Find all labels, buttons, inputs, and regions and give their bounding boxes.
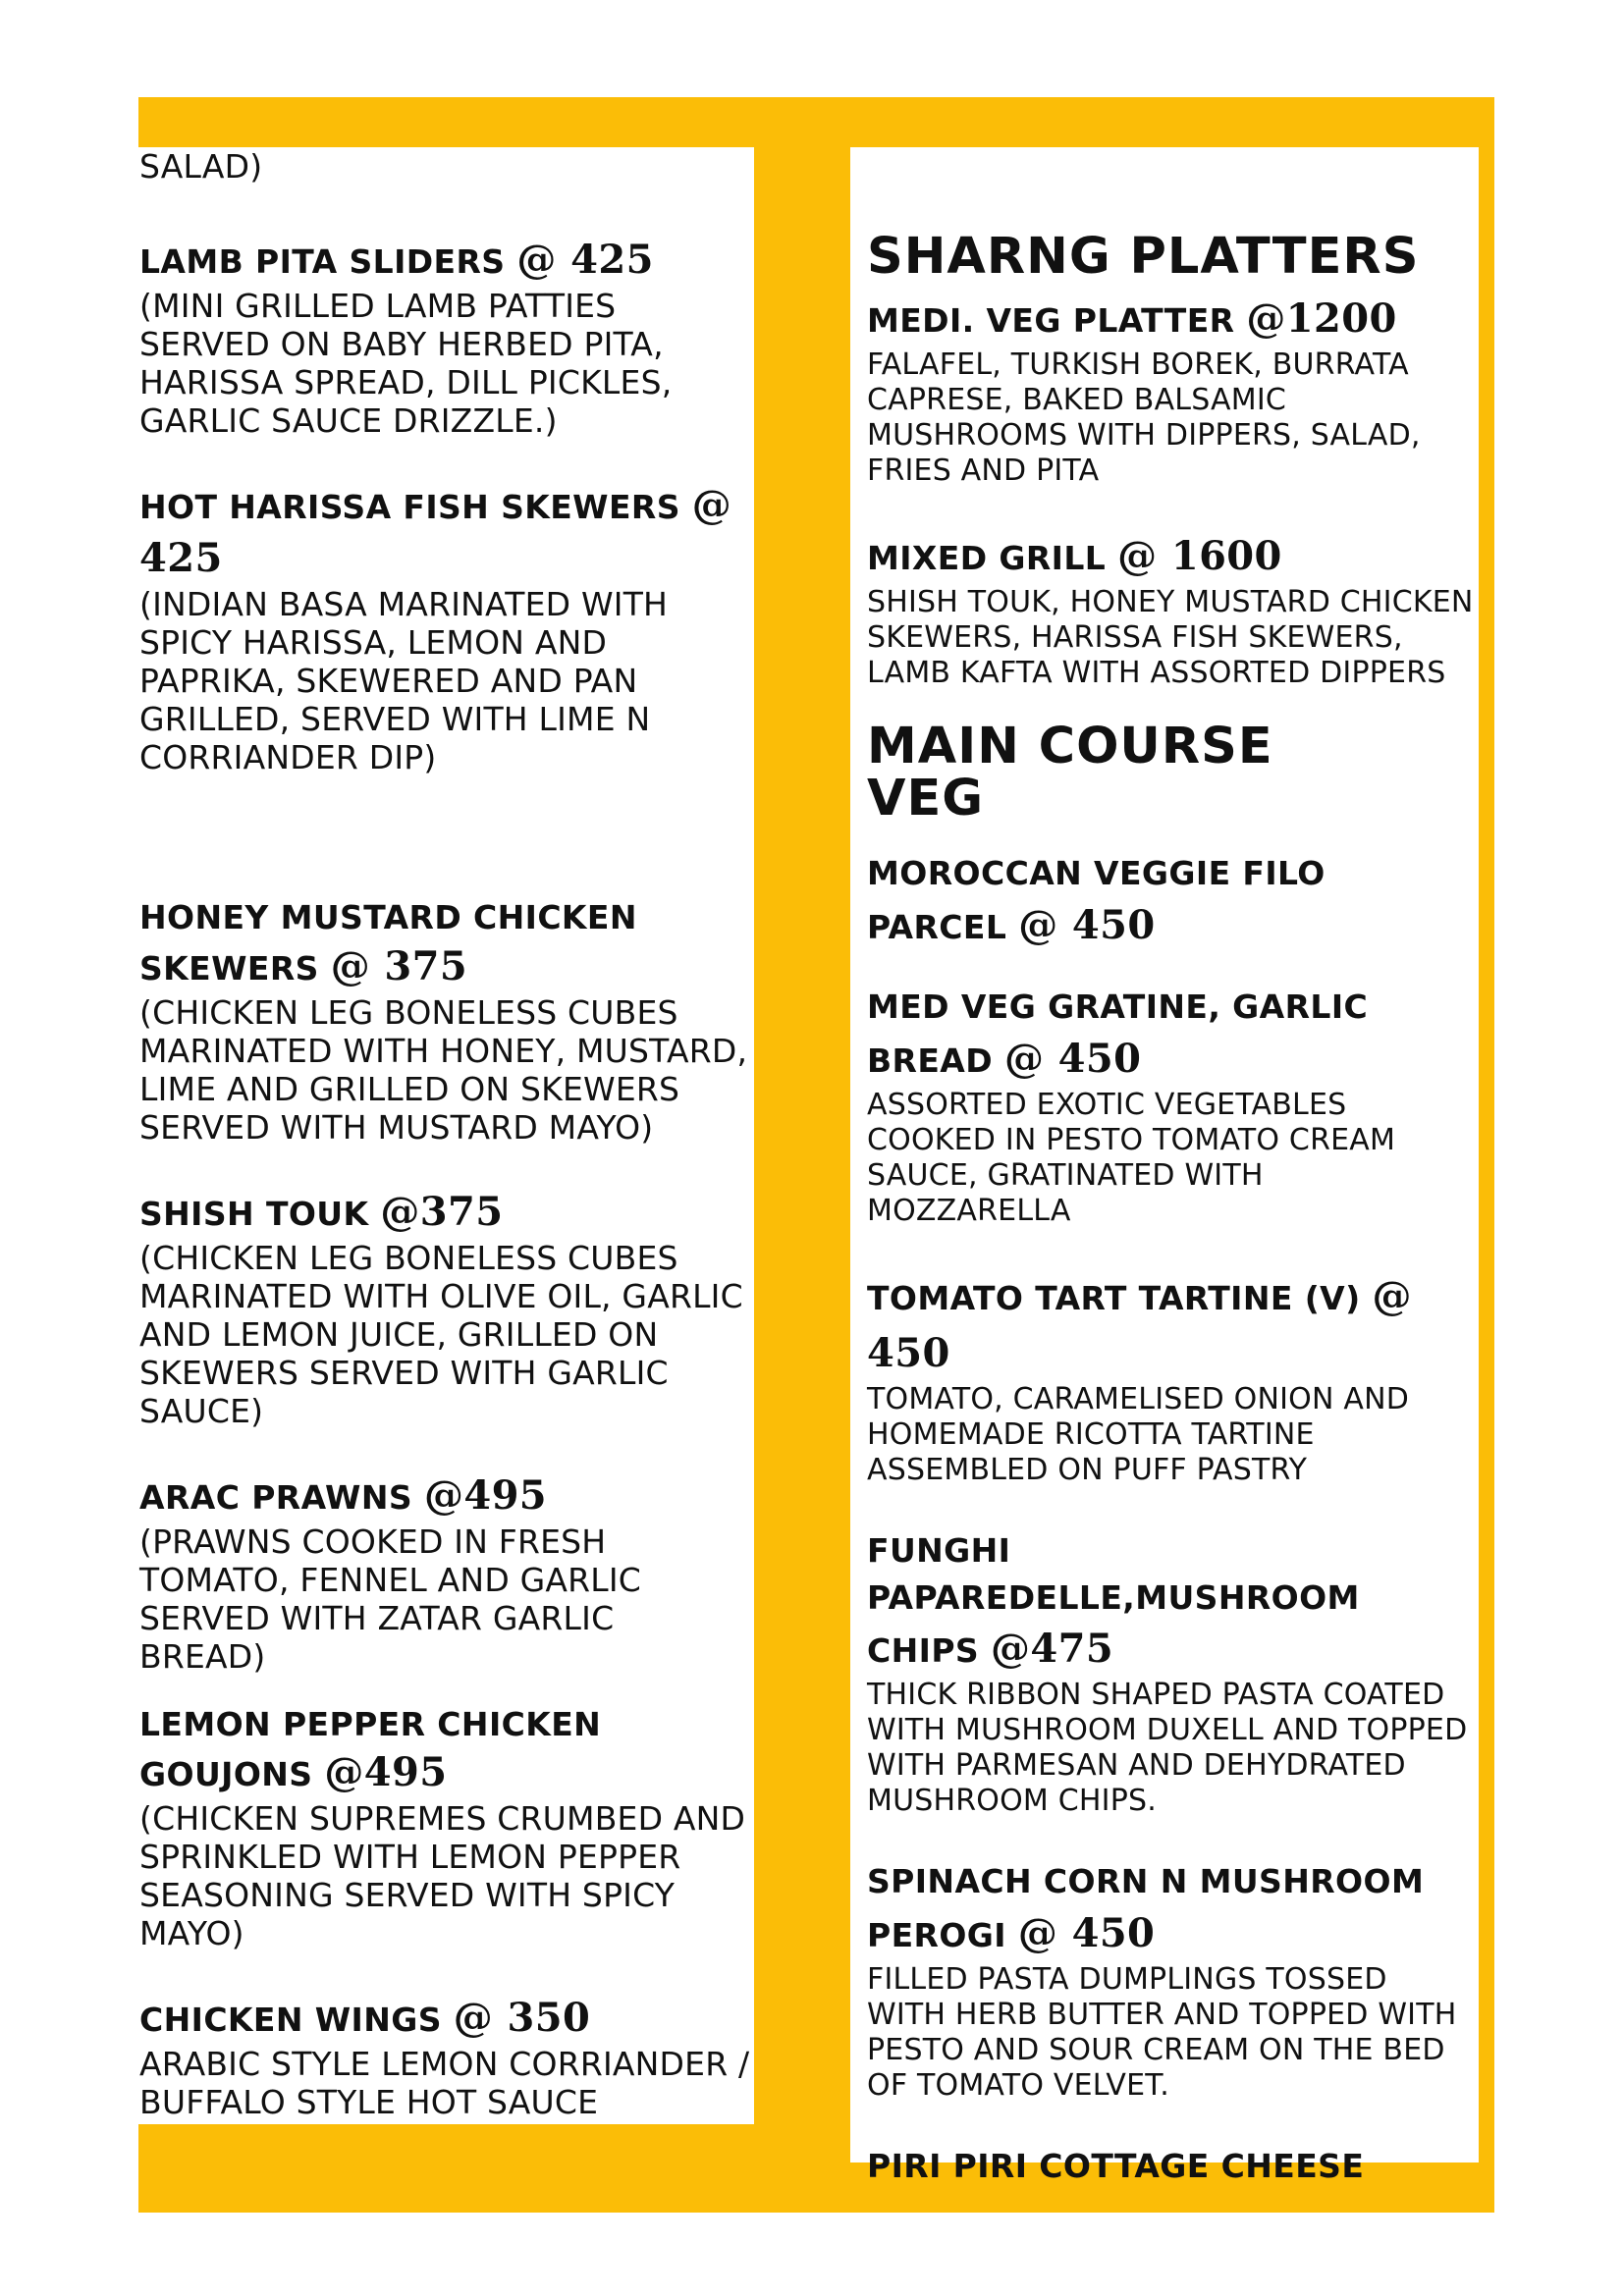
item-title: SPINACH CORN N MUSHROOM PEROGI [867, 1862, 1425, 1955]
item-title: LAMB PITA SLIDERS [139, 242, 506, 281]
section-heading-main-course-veg [867, 718, 1475, 828]
item-price: @495 [423, 1471, 548, 1519]
item-description: TOMATO, CARAMELISED ONION AND HOMEMADE RICOTTA TARTINE ASSEMBLED ON PUFF PASTRY [867, 1381, 1410, 1487]
menu-item-honey-mustard-chicken-skewers [139, 896, 754, 1147]
right-menu-column [850, 147, 1479, 2186]
menu-item-med-veg-gratine [867, 984, 1475, 1229]
item-price: @ 450 [1017, 1910, 1156, 1957]
item-title: HONEY MUSTARD CHICKEN SKEWERS [139, 898, 637, 988]
item-title: SHISH TOUK [139, 1194, 369, 1233]
item-price: @ 425 [516, 237, 654, 283]
item-price: @475 [990, 1626, 1114, 1673]
item-price: @ 350 [453, 1995, 591, 2042]
item-description: (MINI GRILLED LAMB PATTIES SERVED ON BABY HERBED PITA, HARISSA SPREAD, DILL PICKLES, GARLIC SAUCE DRIZZLE.) [139, 287, 673, 440]
item-title: HOT HARISSA FISH SKEWERS [139, 488, 680, 526]
item-price: @ 425 [139, 482, 732, 581]
menu-item-moroccan-veggie-filo-parcel [867, 850, 1475, 954]
item-description: FILLED PASTA DUMPLINGS TOSSED WITH HERB BUTTER AND TOPPED WITH PESTO AND SOUR CREAM ON THE BED OF TOMATO VELVET. [867, 1962, 1457, 2104]
item-title: MIXED GRILL [867, 539, 1107, 577]
menu-item-shish-touk [139, 1186, 754, 1430]
menu-item-arac-prawns [139, 1469, 754, 1676]
section-heading-sharing-platters: SHARNG PLATTERS [867, 228, 1420, 286]
item-title: MOROCCAN VEGGIE FILO PARCEL [867, 854, 1325, 946]
item-price: @ 375 [330, 942, 468, 989]
item-description: THICK RIBBON SHAPED PASTA COATED WITH MUSHROOM DUXELL AND TOPPED WITH PARMESAN AND DEHYDRATED MUSHROOM CHIPS. [867, 1678, 1468, 1819]
menu-item-piri-piri-cottage-cheese [867, 2143, 1475, 2190]
item-price: @375 [380, 1188, 504, 1235]
menu-item-lamb-pita-sliders [139, 234, 754, 440]
menu-item-lemon-pepper-chicken-goujons [139, 1703, 754, 1953]
item-title: FUNGHI PAPAREDELLE,MUSHROOM CHIPS [867, 1530, 1360, 1671]
menu-item-mixed-grill [867, 528, 1475, 691]
menu-item-chicken-wings [139, 1992, 754, 2121]
item-description: FALAFEL, TURKISH BOREK, BURRATA CAPRESE, BAKED BALSAMIC MUSHROOMS WITH DIPPERS, SALAD, FRIES AND PITA [867, 347, 1421, 488]
menu-item-funghi-paparedelle [867, 1527, 1475, 1820]
left-menu-column [138, 147, 754, 2124]
item-title: CHICKEN WINGS [139, 2001, 442, 2040]
item-description: ASSORTED EXOTIC VEGETABLES COOKED IN PESTO TOMATO CREAM SAUCE, GRATINATED WITH MOZZARELLA [867, 1087, 1396, 1228]
menu-item-medi-veg-platter [867, 291, 1475, 489]
item-price: @495 [324, 1749, 448, 1796]
item-description: SHISH TOUK, HONEY MUSTARD CHICKEN SKEWERS, HARISSA FISH SKEWERS, LAMB KAFTA WITH ASSORTED DIPPERS [867, 585, 1474, 690]
item-price: @ 450 [1003, 1035, 1142, 1082]
item-title: MED VEG GRATINE, GARLIC BREAD [867, 987, 1369, 1080]
item-title: ARAC PRAWNS [139, 1477, 413, 1517]
item-description: (INDIAN BASA MARINATED WITH SPICY HARISSA, LEMON AND PAPRIKA, SKEWERED AND PAN GRILLED, SERVED WITH LIME N CORRIANDER DIP) [139, 585, 669, 776]
item-title: PIRI PIRI COTTAGE CHEESE [867, 2147, 1365, 2186]
section-heading-line: VEG [867, 770, 985, 828]
menu-item-spinach-corn-mushroom-perogi [867, 1858, 1475, 2104]
item-description: (CHICKEN LEG BONELESS CUBES MARINATED WITH HONEY, MUSTARD, LIME AND GRILLED ON SKEWERS SERVED WITH MUSTARD MAYO) [139, 992, 748, 1147]
item-title: MEDI. VEG PLATTER [867, 301, 1235, 340]
item-price: @1200 [1246, 295, 1397, 342]
item-description: (CHICKEN LEG BONELESS CUBES MARINATED WITH OLIVE OIL, GARLIC AND LEMON JUICE, GRILLED ON SKEWERS SERVED WITH GARLIC SAUCE) [139, 1238, 743, 1430]
section-heading-line: MAIN COURSE [867, 718, 1273, 775]
item-title: TOMATO TART TARTINE (V) [867, 1278, 1361, 1317]
item-description: ARABIC STYLE LEMON CORRIANDER / BUFFALO STYLE HOT SAUCE [139, 2045, 750, 2122]
item-description: (CHICKEN SUPREMES CRUMBED AND SPRINKLED WITH LEMON PEPPER SEASONING SERVED WITH SPICY MAYO) [139, 1799, 746, 1953]
menu-item-tomato-tart-tartine [867, 1268, 1475, 1488]
item-price: @ 450 [1018, 901, 1156, 948]
item-title: LEMON PEPPER CHICKEN GOUJONS [139, 1704, 602, 1794]
continued-text: SALAD) [139, 147, 263, 186]
item-price: @ 1600 [1117, 533, 1282, 579]
menu-item-hot-harissa-fish-skewers [139, 479, 754, 776]
item-description: (PRAWNS COOKED IN FRESH TOMATO, FENNEL AND GARLIC SERVED WITH ZATAR GARLIC BREAD) [139, 1522, 642, 1676]
item-price: @ 450 [867, 1272, 1412, 1376]
